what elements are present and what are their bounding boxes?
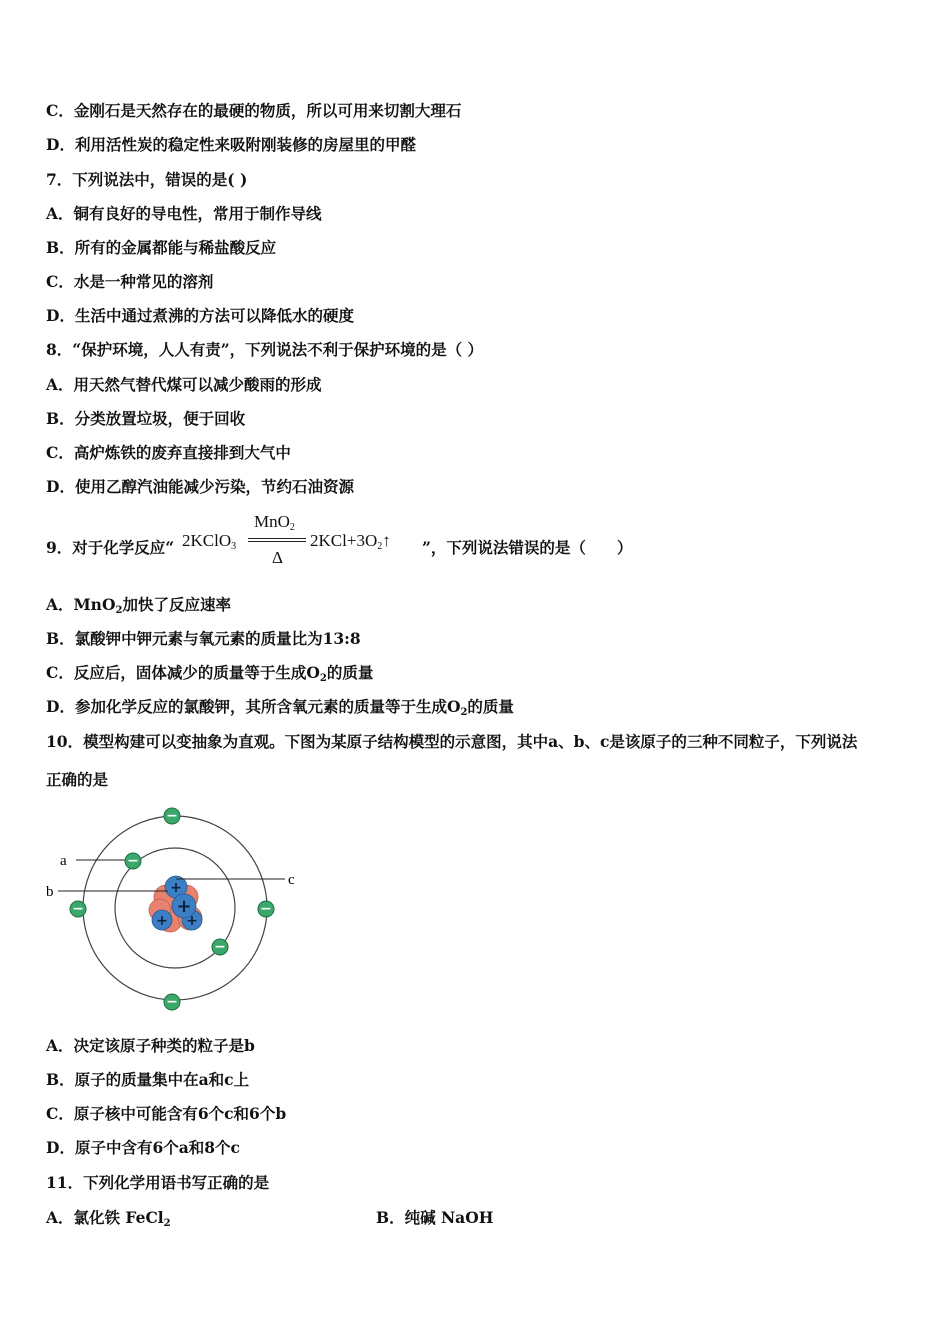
q10-stem-line1: 10．模型构建可以变抽象为直观。下图为某原子结构模型的示意图，其中a、b、c是该原子的三种不同粒子，下列说法: [46, 732, 858, 751]
equation-catalyst: MnO$_2$: [254, 512, 295, 533]
q8-option-c: C．高炉炼铁的废弃直接排到大气中: [46, 443, 291, 462]
label-b: b: [46, 884, 54, 900]
q8-option-d: D．使用乙醇汽油能减少污染，节约石油资源: [46, 477, 354, 496]
q7-option-d: D．生活中通过煮沸的方法可以降低水的硬度: [46, 306, 354, 325]
q9-option-d: D．参加化学反应的氯酸钾，其所含氧元素的质量等于生成$O_2$的质量: [46, 697, 514, 718]
q9-stem: [46, 512, 906, 572]
q10-option-c: C．原子核中可能含有6个c和6个b: [46, 1104, 287, 1123]
q8-option-a: A．用天然气替代煤可以减少酸雨的形成: [46, 375, 322, 394]
q7-option-a: A．铜有良好的导电性，常用于制作导线: [46, 204, 322, 223]
q9-stem-suffix: ”，下列说法错误的是（ ）: [422, 538, 633, 557]
q8-option-b: B．分类放置垃圾，便于回收: [46, 409, 246, 428]
label-c: c: [288, 872, 295, 888]
equation-double-bar: [248, 538, 306, 542]
nucleus: [149, 876, 202, 932]
q11-stem: 11．下列化学用语书写正确的是: [46, 1173, 270, 1192]
proton-sign: +: [170, 880, 182, 896]
reaction-equation: [182, 512, 422, 572]
q9-option-b: B．氯酸钾中钾元素与氧元素的质量比为13:8: [46, 629, 361, 648]
q7-option-c: C．水是一种常见的溶剂: [46, 272, 214, 291]
q9-option-c: C．反应后，固体减少的质量等于生成$O_2$的质量: [46, 663, 374, 684]
q9-stem-prefix: 9．对于化学反应“: [46, 538, 175, 557]
electron-sign: −: [214, 939, 226, 955]
proton-sign: +: [156, 913, 168, 929]
equation-condition: Δ: [272, 548, 283, 567]
q7-stem: 7．下列说法中，错误的是( ): [46, 170, 248, 189]
electron-sign: −: [166, 808, 178, 824]
electron-sign: −: [127, 853, 139, 869]
q10-option-d: D．原子中含有6个a和8个c: [46, 1138, 240, 1157]
equation-products: $2KCl+3O_2↑$: [310, 531, 391, 552]
proton-sign: +: [176, 896, 192, 917]
q11-option-b: B．纯碱 NaOH: [376, 1208, 494, 1227]
q11-option-a: A．氯化铁 FeCl$_2$: [46, 1208, 171, 1229]
electron-sign: −: [260, 901, 272, 917]
q8-stem: 8．“保护环境，人人有责”，下列说法不利于保护环境的是（ ）: [46, 340, 484, 359]
q6-option-c: C．金刚石是天然存在的最硬的物质，所以可用来切割大理石: [46, 101, 462, 120]
electron-sign: −: [166, 994, 178, 1010]
proton-sign: +: [186, 913, 198, 929]
equation-reactant: 2KClO$_3$: [182, 531, 237, 552]
atom-model-diagram: [40, 800, 310, 1020]
q10-option-b: B．原子的质量集中在a和c上: [46, 1070, 250, 1089]
electron-sign: −: [72, 901, 84, 917]
q9-option-a: A．MnO$_2$加快了反应速率: [46, 595, 231, 616]
label-a: a: [60, 853, 67, 869]
q10-option-a: A．决定该原子种类的粒子是b: [46, 1036, 255, 1055]
q7-option-b: B．所有的金属都能与稀盐酸反应: [46, 238, 277, 257]
q10-stem-line2: 正确的是: [46, 770, 109, 789]
q6-option-d: D．利用活性炭的稳定性来吸附刚装修的房屋里的甲醛: [46, 135, 416, 154]
